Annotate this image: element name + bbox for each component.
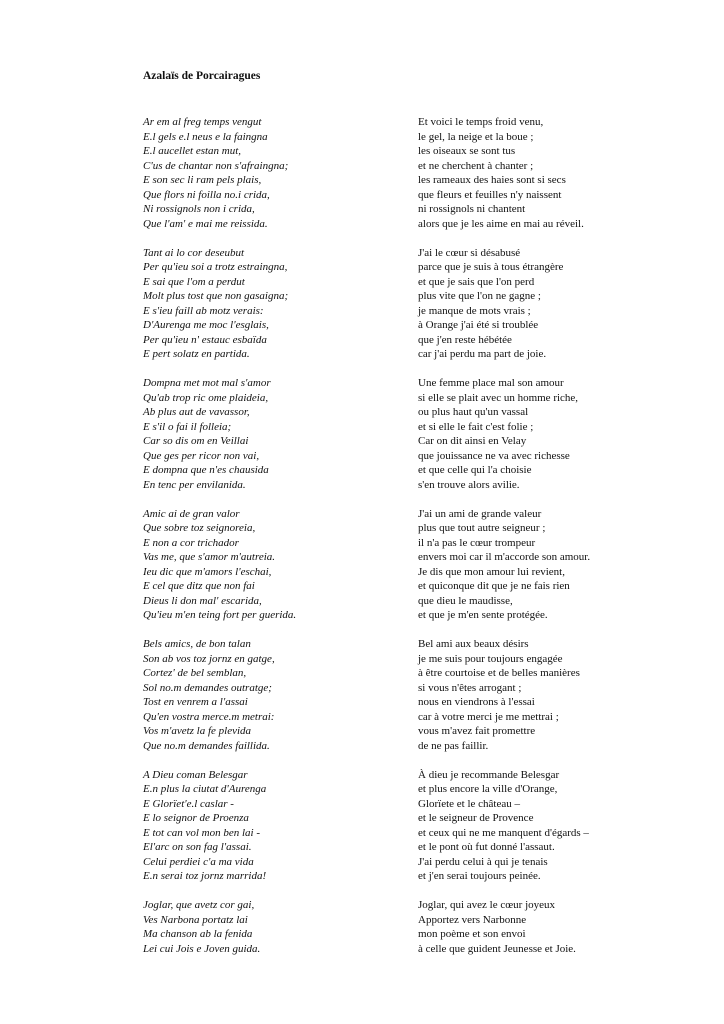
french-stanza [418, 507, 708, 623]
occitan-verse-line: Amic ai de gran valor [143, 507, 240, 520]
occitan-verse-line: Dieus li don mal' escarida, [143, 594, 262, 607]
occitan-verse-line: E dompna que n'es chausida [143, 464, 269, 476]
occitan-verse-line: Qu'ieu m'en teing fort per guerida. [143, 609, 297, 621]
french-verse-line: car j'ai perdu ma part de joie. [418, 348, 547, 360]
french-verse-line: envers moi car il m'accorde son amour. [418, 551, 591, 563]
french-verse-line: les rameaux des haies sont si secs [418, 174, 566, 186]
french-verse-line: je me suis pour toujours engagée [418, 652, 563, 665]
french-verse-line: J'ai le cœur si désabusé [418, 246, 521, 259]
french-verse-line: et j'en serai toujours peinée. [418, 870, 541, 882]
occitan-verse-line: E cel que ditz que non fai [143, 580, 255, 592]
french-verse-line: vous m'avez fait promettre [418, 725, 536, 737]
french-verse-line: Car on dit ainsi en Velay [418, 435, 527, 447]
french-verse-line: et quiconque dit que je ne fais rien [418, 580, 570, 592]
french-verse-line: s'en trouve alors avilie. [418, 478, 520, 491]
french-verse-line: Bel ami aux beaux désirs [418, 638, 529, 650]
french-verse-line: car à votre merci je me mettrai ; [418, 710, 559, 723]
occitan-verse-line: Celui perdiei c'a ma vida [143, 855, 254, 868]
occitan-verse-line: E sai que l'om a perdut [143, 275, 245, 288]
occitan-verse-line: E.l aucellet estan mut, [143, 145, 242, 157]
occitan-verse-line: Ves Narbona portatz lai [143, 913, 248, 926]
occitan-verse-line: E tot can vol mon ben lai - [143, 826, 261, 839]
occitan-verse-line: E.n plus la ciutat d'Aurenga [143, 783, 267, 795]
french-verse-line: Glorïete et le château – [418, 797, 521, 810]
occitan-stanza [143, 898, 393, 956]
occitan-verse-line: Bels amics, de bon talan [143, 638, 251, 650]
french-verse-line: à Orange j'ai été si troublée [418, 319, 539, 331]
occitan-verse-line: D'Aurenga me moc l'esglais, [143, 319, 269, 331]
occitan-verse-line: E Glorïet'e.l caslar - [143, 797, 234, 810]
occitan-verse-line: Qu'ab trop ric ome plaideia, [143, 391, 269, 404]
french-verse-line: ou plus haut qu'un vassal [418, 406, 529, 418]
french-verse-line: les oiseaux se sont tus [418, 145, 516, 157]
occitan-verse-line: Tost en venrem a l'assai [143, 696, 248, 708]
occitan-verse-line: Car so dis om en Veillai [143, 435, 249, 447]
occitan-verse-line: Vos m'avetz la fe plevida [143, 725, 252, 737]
french-verse-line: le gel, la neige et la boue ; [418, 130, 534, 143]
occitan-verse-line: Ma chanson ab la fenida [143, 928, 253, 940]
french-verse-line: Une femme place mal son amour [418, 377, 564, 389]
french-verse-line: À dieu je recommande Belesgar [418, 768, 560, 781]
french-verse-line: si vous n'êtes arrogant ; [418, 681, 522, 694]
french-verse-line: que fleurs et feuilles n'y naissent [418, 188, 562, 201]
french-verse-line: que jouissance ne va avec richesse [418, 449, 570, 462]
occitan-verse-line: E s'il o fai il folleia; [143, 420, 232, 433]
occitan-verse-line: Lei cui Jois e Joven guida. [143, 942, 261, 955]
occitan-verse-line: E.l gels e.l neus e la faingna [143, 130, 268, 143]
occitan-verse-line: Vas me, que s'amor m'autreia. [143, 551, 276, 563]
french-verse-line: nous en viendrons à l'essai [418, 696, 535, 708]
french-verse-line: que dieu le maudisse, [418, 594, 513, 607]
french-verse-line: à celle que guident Jeunesse et Joie. [418, 942, 576, 955]
french-stanza [418, 376, 708, 492]
french-verse-line: et que je sais que l'on perd [418, 275, 535, 288]
french-verse-line: et si elle le fait c'est folie ; [418, 420, 534, 433]
french-verse-line: et que je m'en sente protégée. [418, 609, 548, 621]
french-verse-line: et le seigneur de Provence [418, 812, 534, 824]
french-verse-line: plus vite que l'on ne gagne ; [418, 290, 541, 302]
occitan-verse-line: E non a cor trichador [143, 536, 239, 549]
occitan-verse-line: Dompna met mot mal s'amor [143, 377, 271, 389]
french-verse-line: et le pont où fut donné l'assaut. [418, 841, 555, 853]
french-verse-line: Et voici le temps froid venu, [418, 116, 544, 128]
french-verse-line: je manque de mots vrais ; [418, 304, 531, 317]
french-verse-line: à être courtoise et de belles manières [418, 667, 580, 679]
french-verse-line: alors que je les aime en mai au réveil. [418, 217, 584, 230]
french-verse-line: et ne cherchent à chanter ; [418, 159, 534, 172]
occitan-verse-line: Qu'en vostra merce.m metrai: [143, 710, 275, 723]
french-verse-line: ni rossignols ni chantent [418, 203, 526, 215]
occitan-verse-line: Joglar, que avetz cor gai, [143, 899, 255, 911]
occitan-verse-line: Que flors ni foilla no.i crida, [143, 188, 270, 201]
french-stanza [418, 768, 708, 884]
occitan-verse-line: E pert solatz en partida. [143, 348, 250, 360]
french-stanza [418, 115, 708, 231]
occitan-text-column [143, 115, 393, 971]
occitan-stanza [143, 376, 393, 492]
french-verse-line: et ceux qui ne me manquent d'égards – [418, 826, 589, 839]
occitan-verse-line: Que sobre toz seignoreia, [143, 522, 256, 534]
occitan-verse-line: Ni rossignols non i crida, [143, 203, 255, 215]
french-verse-line: de ne pas faillir. [418, 739, 489, 752]
french-verse-line: J'ai perdu celui à qui je tenais [418, 855, 548, 868]
occitan-verse-line: A Dieu coman Belesgar [143, 768, 248, 781]
french-stanza [418, 637, 708, 753]
occitan-verse-line: Sol no.m demandes outratge; [143, 681, 272, 694]
occitan-stanza [143, 507, 393, 623]
french-verse-line: Joglar, qui avez le cœur joyeux [418, 899, 556, 911]
occitan-verse-line: Molt plus tost que non gasaigna; [143, 290, 289, 302]
occitan-verse-line: E s'ieu faill ab motz verais: [143, 304, 264, 317]
french-verse-line: parce que je suis à tous étrangère [418, 261, 564, 273]
french-verse-line: J'ai un ami de grande valeur [418, 507, 542, 520]
french-verse-line: il n'a pas le cœur trompeur [418, 536, 536, 549]
french-verse-line: Je dis que mon amour lui revient, [418, 565, 565, 578]
occitan-verse-line: Per qu'ieu n' estauc esbaïda [143, 333, 267, 346]
occitan-verse-line: E son sec li ram pels plais, [143, 174, 262, 186]
occitan-verse-line: Son ab vos toz jornz en gatge, [143, 652, 275, 665]
french-translation-column [418, 115, 708, 971]
occitan-verse-line: Que ges per ricor non vai, [143, 449, 260, 462]
french-verse-line: plus que tout autre seigneur ; [418, 522, 546, 534]
french-verse-line: mon poème et son envoi [418, 928, 526, 940]
occitan-verse-line: Ab plus aut de vavassor, [143, 406, 250, 418]
occitan-verse-line: Per qu'ieu soi a trotz estraingna, [143, 261, 288, 273]
french-verse-line: et que celle qui l'a choisie [418, 464, 532, 476]
occitan-verse-line: El'arc on son fag l'assai. [143, 841, 252, 853]
occitan-stanza [143, 637, 393, 753]
french-verse-line: Apportez vers Narbonne [418, 913, 527, 926]
french-verse-line: et plus encore la ville d'Orange, [418, 783, 558, 795]
french-stanza [418, 246, 708, 362]
occitan-verse-line: En tenc per envilanida. [143, 478, 246, 491]
occitan-verse-line: Que no.m demandes faillida. [143, 739, 270, 752]
occitan-stanza [143, 115, 393, 231]
occitan-verse-line: E.n serai toz jornz marrida! [143, 870, 267, 882]
occitan-verse-line: Cortez' de bel semblan, [143, 667, 247, 679]
occitan-verse-line: Que l'am' e mai me reissida. [143, 217, 268, 230]
poem-title: Azalaïs de Porcairagues [143, 70, 261, 82]
occitan-stanza [143, 768, 393, 884]
occitan-verse-line: Tant ai lo cor deseubut [143, 246, 245, 259]
occitan-verse-line: C'us de chantar non s'afraingna; [143, 159, 289, 172]
french-verse-line: que j'en reste hébétée [418, 333, 512, 346]
occitan-verse-line: Ar em al freg temps vengut [143, 116, 262, 128]
french-stanza [418, 898, 708, 956]
occitan-stanza [143, 246, 393, 362]
occitan-verse-line: E lo seignor de Proenza [143, 812, 249, 824]
french-verse-line: si elle se plait avec un homme riche, [418, 391, 579, 404]
occitan-verse-line: Ieu dic que m'amors l'eschai, [143, 565, 272, 578]
